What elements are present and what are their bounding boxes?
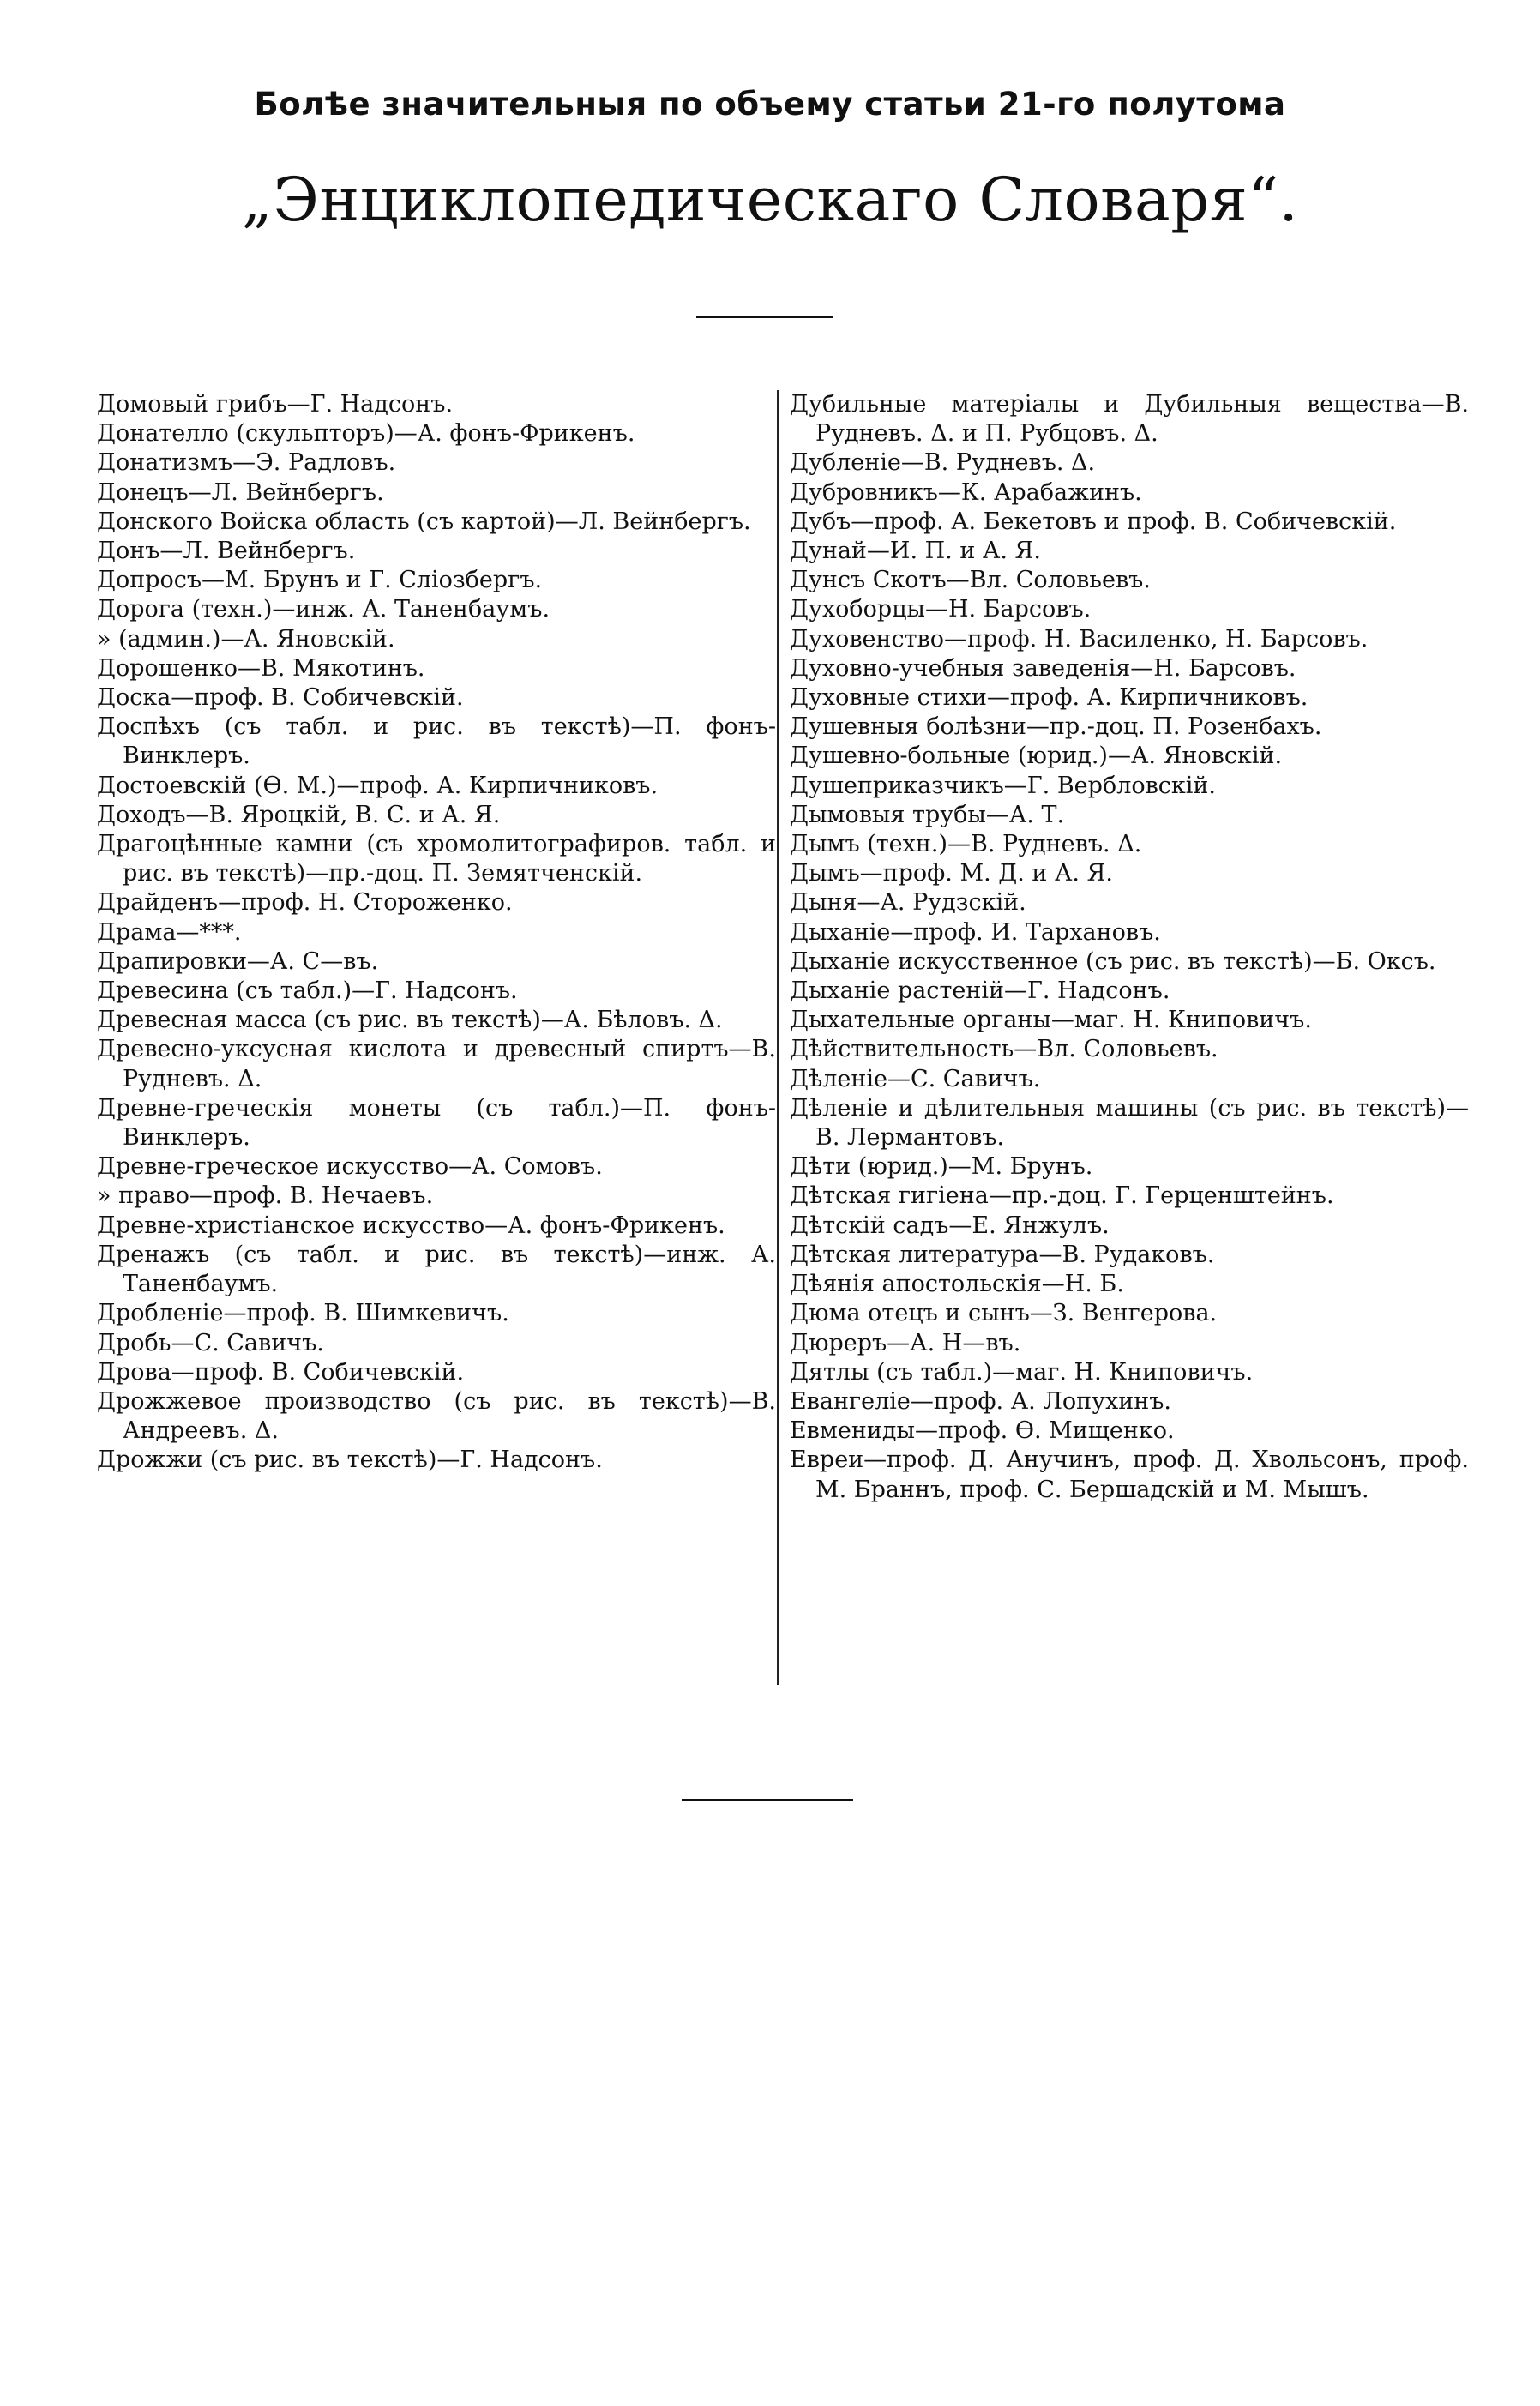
article-entry: Донского Войска область (съ картой)—Л. Вейнбергъ. [97, 508, 751, 535]
article-entry: Древне-греческое искусство—А. Сомовъ. [97, 1153, 603, 1181]
article-entry: Древне-христiанское искусство—А. фонъ-Фрикенъ. [97, 1212, 725, 1239]
article-entry: Дыханiе растенiй—Г. Надсонъ. [790, 977, 1170, 1005]
article-entry: Дунай—И. П. и А. Я. [790, 538, 1041, 565]
article-entry: Дѣленiе и дѣлительныя машины (съ рис. въ текстѣ)—В. Лермантовъ. [790, 1094, 1469, 1152]
article-entry: Дѣленiе—С. Савичъ. [790, 1065, 1041, 1092]
article-entry: Дрожжевое производство (съ рис. въ текстѣ)—В. Андреевъ. Δ. [97, 1387, 776, 1445]
article-entry: Дробь—С. Савичъ. [97, 1329, 324, 1356]
article-entry: Духоборцы—Н. Барсовъ. [790, 596, 1092, 623]
article-entry: Дубленiе—В. Рудневъ. Δ. [790, 449, 1096, 477]
article-entry: Евреи—проф. Д. Анучинъ, проф. Д. Хвольсонъ, проф. М. Браннъ, проф. С. Бершадскiй и М. Мышъ. [790, 1447, 1469, 1503]
article-entry: Дѣтская литература—В. Рудаковъ. [790, 1241, 1215, 1268]
article-entry: Дубильные матерiалы и Дубильныя вещества—В. Рудневъ. Δ. и П. Рубцовъ. Δ. [790, 391, 1469, 448]
article-entry: Душевно-больные (юрид.)—А. Яновскiй. [790, 743, 1283, 770]
article-entry: Дрова—проф. В. Собичевскiй. [97, 1358, 465, 1386]
article-entry: » право—проф. В. Нечаевъ. [97, 1182, 434, 1210]
article-entry: Дымъ (техн.)—В. Рудневъ. Δ. [790, 831, 1142, 858]
article-entry: Духовенство—проф. Н. Василенко, Н. Барсовъ. [790, 625, 1369, 653]
article-entry: Дрожжи (съ рис. въ текстѣ)—Г. Надсонъ. [97, 1447, 603, 1474]
article-entry: Древесина (съ табл.)—Г. Надсонъ. [97, 977, 518, 1005]
article-entry: Домовый грибъ—Г. Надсонъ. [97, 391, 454, 418]
article-entry: Дѣтскiй садъ—Е. Янжулъ. [790, 1212, 1110, 1239]
article-entry: Дорога (техн.)—инж. А. Таненбаумъ. [97, 596, 550, 623]
column-divider [777, 390, 779, 1685]
heading-line-2: „Энциклопедическаго Словаря“. [241, 165, 1299, 235]
article-entry: Драйденъ—проф. Н. Стороженко. [97, 889, 513, 917]
article-entry: Духовно-учебныя заведенiя—Н. Барсовъ. [790, 654, 1296, 682]
article-entry: Дятлы (съ табл.)—маг. Н. Книповичъ. [790, 1358, 1254, 1386]
article-entry: Дунсъ Скотъ—Вл. Соловьевъ. [790, 567, 1151, 594]
article-entry: » (админ.)—А. Яновскiй. [97, 625, 395, 653]
article-entry: Донатизмъ—Э. Радловъ. [97, 449, 396, 477]
article-entry: Дыхательные органы—маг. Н. Книповичъ. [790, 1007, 1312, 1034]
article-entry: Дѣтская гигiена—пр.-доц. Г. Герценштейнъ. [790, 1182, 1334, 1210]
article-entry: Дѣйствительность—Вл. Соловьевъ. [790, 1036, 1218, 1063]
article-entry: Дѣянiя апостольскiя—Н. Б. [790, 1271, 1124, 1298]
article-entry: Дыханiе искусственное (съ рис. въ текстѣ)—Б. Оксъ. [790, 947, 1436, 975]
article-entry: Душеприказчикъ—Г. Вербловскiй. [790, 772, 1217, 799]
article-entry: Дюма отецъ и сынъ—З. Венгерова. [790, 1300, 1218, 1327]
article-entry: Допросъ—М. Брунъ и Г. Слiозбергъ. [97, 567, 543, 594]
article-entry: Дренажъ (съ табл. и рис. въ текстѣ)—инж. А. Таненбаумъ. [97, 1241, 776, 1298]
heading-line-1: Болѣе значительныя по объему статьи 21-го полутома [254, 86, 1286, 123]
article-entry: Дюреръ—А. Н—въ. [790, 1329, 1021, 1356]
article-entry: Древне-греческiя монеты (съ табл.)—П. фонъ-Винклеръ. [97, 1094, 776, 1152]
article-entry: Дробленiе—проф. В. Шимкевичъ. [97, 1300, 509, 1327]
article-entry: Драпировки—А. С—въ. [97, 947, 379, 975]
article-entry: Душевныя болѣзни—пр.-доц. П. Розенбахъ. [790, 713, 1322, 741]
article-entry: Драма—***. [97, 918, 242, 946]
article-entry: Духовные стихи—проф. А. Кирпичниковъ. [790, 684, 1308, 712]
article-entry: Дымовыя трубы—А. Т. [790, 801, 1065, 828]
bottom-rule [682, 1799, 853, 1801]
article-entry: Доспѣхъ (съ табл. и рис. въ текстѣ)—П. фонъ-Винклеръ. [97, 713, 776, 770]
article-entry: Дыханiе—проф. И. Тархановъ. [790, 918, 1161, 946]
article-entry: Дубровникъ—К. Арабажинъ. [790, 478, 1142, 506]
right-column [790, 390, 1469, 1505]
article-entry: Евмениды—проф. Ѳ. Мищенко. [790, 1417, 1175, 1445]
article-entry: Дубъ—проф. А. Бекетовъ и проф. В. Собичевскiй. [790, 508, 1397, 535]
article-entry: Дымъ—проф. М. Д. и А. Я. [790, 860, 1113, 887]
top-rule [696, 316, 833, 318]
article-entry: Донецъ—Л. Вейнбергъ. [97, 478, 384, 506]
article-entry: Достоевскiй (Ѳ. М.)—проф. А. Кирпичниковъ. [97, 772, 659, 799]
article-entry: Дыня—А. Рудзскiй. [790, 889, 1026, 917]
article-entry: Доходъ—В. Яроцкiй, В. С. и А. Я. [97, 801, 501, 828]
article-entry: Драгоцѣнные камни (съ хромолитографиров. табл. и рис. въ текстѣ)—пр.-доц. П. Земятченскiй. [97, 831, 776, 887]
article-entry: Древесная масса (съ рис. въ текстѣ)—А. Бѣловъ. Δ. [97, 1007, 723, 1034]
article-entry: Древесно-уксусная кислота и древесный спиртъ—В. Рудневъ. Δ. [97, 1036, 776, 1092]
article-entry: Доска—проф. В. Собичевскiй. [97, 684, 464, 712]
article-entry: Евангелiе—проф. А. Лопухинъ. [790, 1387, 1171, 1415]
article-entry: Дорошенко—В. Мякотинъ. [97, 654, 425, 682]
article-entry: Донателло (скульпторъ)—А. фонъ-Фрикенъ. [97, 420, 635, 448]
article-entry: Донъ—Л. Вейнбергъ. [97, 538, 356, 565]
article-entry: Дѣти (юрид.)—М. Брунъ. [790, 1153, 1093, 1181]
left-column [97, 390, 776, 1476]
